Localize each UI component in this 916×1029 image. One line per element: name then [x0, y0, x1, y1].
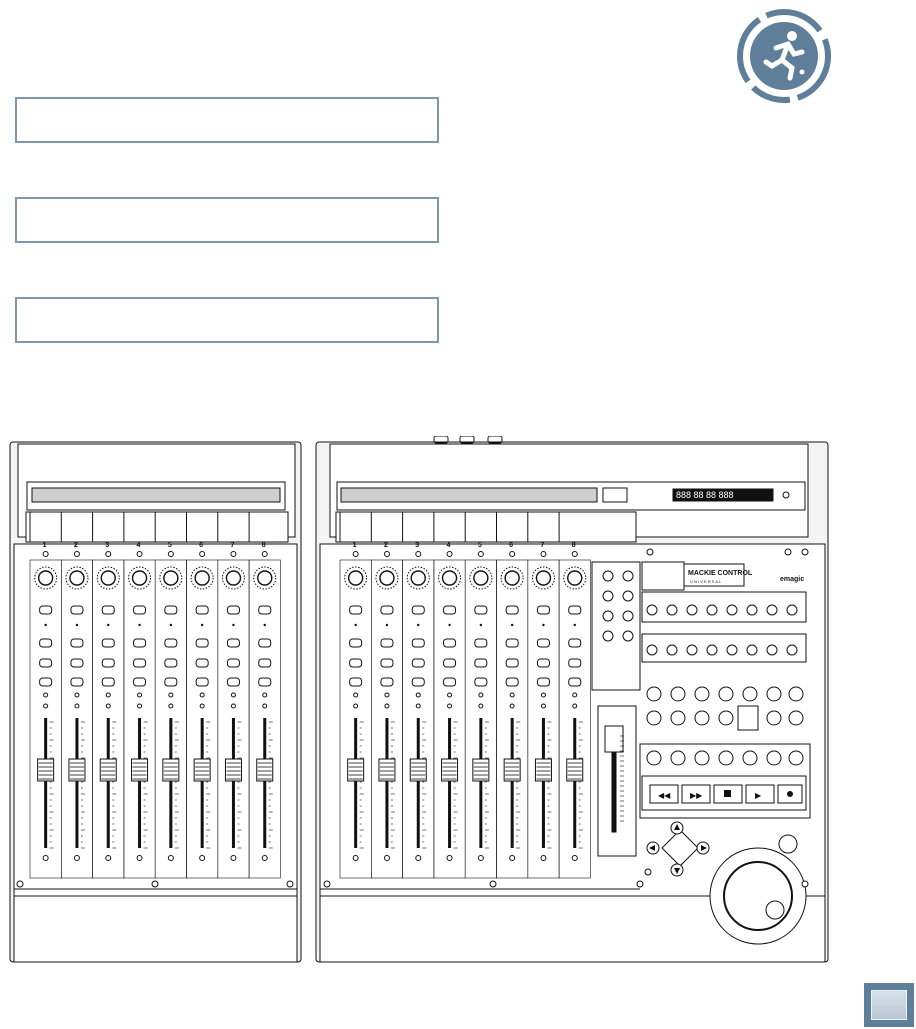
control-button[interactable] — [789, 711, 803, 725]
extender-strip-button[interactable] — [40, 639, 52, 647]
control-button[interactable] — [719, 687, 733, 701]
extender-strip-button[interactable] — [259, 659, 271, 667]
page-number-tab — [864, 983, 914, 1027]
extender-strip-button[interactable] — [259, 678, 271, 686]
global-button[interactable] — [767, 645, 777, 655]
controller-strip-button[interactable] — [381, 639, 393, 647]
control-button[interactable] — [647, 687, 661, 701]
controller-strip-button[interactable] — [350, 659, 362, 667]
running-man-logo-icon — [736, 8, 832, 104]
controller-strip-button[interactable] — [569, 606, 581, 614]
record-icon — [787, 791, 793, 797]
controller-strip-button[interactable] — [506, 639, 518, 647]
extender-strip-button[interactable] — [40, 678, 52, 686]
function-button[interactable] — [647, 605, 657, 615]
controller-strip-button[interactable] — [569, 678, 581, 686]
controller-strip-button[interactable] — [537, 678, 549, 686]
extender-channel-number: 4 — [136, 542, 141, 549]
page-number-label — [871, 990, 907, 1020]
controller-strip-button[interactable] — [412, 678, 424, 686]
assign-button[interactable] — [623, 611, 633, 621]
global-button[interactable] — [647, 645, 657, 655]
control-button[interactable] — [719, 711, 733, 725]
controller-strip-button[interactable] — [569, 659, 581, 667]
controller-strip-button[interactable] — [412, 606, 424, 614]
control-button[interactable] — [767, 751, 781, 765]
extender-strip-button[interactable] — [227, 639, 239, 647]
controller-fader-cap[interactable] — [410, 759, 426, 781]
controller-strip-button[interactable] — [569, 639, 581, 647]
screw-icon — [17, 881, 23, 887]
global-button[interactable] — [787, 645, 797, 655]
brand-label: MACKIE CONTROL — [688, 570, 753, 577]
global-button[interactable] — [687, 645, 697, 655]
controller-strip-button[interactable] — [475, 678, 487, 686]
screw-icon — [324, 881, 330, 887]
controller-fader-cap[interactable] — [348, 759, 364, 781]
control-button[interactable] — [671, 687, 685, 701]
extender-channel-number: 2 — [73, 542, 78, 549]
extender-fader-cap[interactable] — [163, 759, 179, 781]
control-button[interactable] — [743, 687, 757, 701]
timecode-display: 888 88 88 888 — [676, 490, 734, 500]
controller-channel-number: 3 — [415, 542, 420, 549]
extender-strip-button[interactable] — [102, 606, 114, 614]
control-button[interactable] — [647, 751, 661, 765]
control-button[interactable] — [671, 711, 685, 725]
extender-channel-number: 8 — [261, 542, 266, 549]
transport-buttons — [650, 785, 802, 803]
controller-fader-cap[interactable] — [535, 759, 551, 781]
assign-button[interactable] — [623, 631, 633, 641]
extender-fader-cap[interactable] — [225, 759, 241, 781]
function-button[interactable] — [687, 605, 697, 615]
extender-strip-button[interactable] — [134, 606, 146, 614]
controller-fader-cap[interactable] — [504, 759, 520, 781]
controller-strip-button[interactable] — [537, 659, 549, 667]
extender-strip-button[interactable] — [165, 639, 177, 647]
extender-fader-cap[interactable] — [257, 759, 273, 781]
extender-strip-button[interactable] — [227, 659, 239, 667]
controller-strip-button[interactable] — [444, 659, 456, 667]
assign-button[interactable] — [623, 591, 633, 601]
extender-strip-button[interactable] — [71, 678, 83, 686]
controller-strip-button[interactable] — [350, 606, 362, 614]
controller-strip-button[interactable] — [537, 639, 549, 647]
fast-forward-icon: ▶▶ — [690, 791, 703, 800]
extender-fader-cap[interactable] — [69, 759, 85, 781]
control-button[interactable] — [789, 751, 803, 765]
controller-channel-number: 5 — [477, 542, 482, 549]
extender-strip-button[interactable] — [134, 639, 146, 647]
control-button[interactable] — [671, 751, 685, 765]
controller-strip-button[interactable] — [350, 678, 362, 686]
screw-icon — [802, 881, 808, 887]
control-button[interactable] — [695, 751, 709, 765]
screw-icon — [785, 549, 791, 555]
extender-strip-button[interactable] — [134, 678, 146, 686]
controller-channel-number: 7 — [540, 542, 545, 549]
extender-strip-button[interactable] — [165, 678, 177, 686]
control-button[interactable] — [695, 687, 709, 701]
play-icon: ▶ — [755, 791, 762, 800]
controller-channel-number: 6 — [509, 542, 514, 549]
brand-sub-label: U N I V E R S A L — [690, 579, 722, 584]
extender-channel-number: 7 — [230, 542, 235, 549]
control-button[interactable] — [719, 751, 733, 765]
extender-strip-button[interactable] — [40, 606, 52, 614]
controller-strip-button[interactable] — [381, 659, 393, 667]
extender-channel-number: 6 — [199, 542, 204, 549]
extender-channel-number: 1 — [42, 542, 47, 549]
extender-fader-cap[interactable] — [194, 759, 210, 781]
global-button[interactable] — [727, 645, 737, 655]
screw-icon — [802, 549, 808, 555]
function-button[interactable] — [667, 605, 677, 615]
controller-strip-button[interactable] — [506, 606, 518, 614]
partner-label: emagic — [780, 576, 805, 583]
extender-strip-button[interactable] — [259, 606, 271, 614]
controller-strip-button[interactable] — [350, 639, 362, 647]
controller-fader-cap[interactable] — [567, 759, 583, 781]
control-button[interactable] — [647, 711, 661, 725]
controller-fader-cap[interactable] — [442, 759, 458, 781]
extender-strip-button[interactable] — [196, 678, 208, 686]
extender-strip-button[interactable] — [40, 659, 52, 667]
extender-strip-button[interactable] — [259, 639, 271, 647]
extender-strip-button[interactable] — [71, 606, 83, 614]
global-button[interactable] — [667, 645, 677, 655]
controller-strip-button[interactable] — [506, 678, 518, 686]
assign-button[interactable] — [623, 571, 633, 581]
extender-fader-cap[interactable] — [100, 759, 116, 781]
controller-channel-number: 8 — [571, 542, 576, 549]
controller-strip-button[interactable] — [537, 606, 549, 614]
extender-strip-button[interactable] — [71, 659, 83, 667]
controller-strip-button[interactable] — [506, 659, 518, 667]
mixing-console-illustration — [0, 436, 916, 966]
rewind-icon: ◀◀ — [658, 791, 671, 800]
screw-icon — [647, 549, 653, 555]
screw-icon — [152, 881, 158, 887]
extender-strip-button[interactable] — [227, 678, 239, 686]
control-button[interactable] — [789, 687, 803, 701]
text-box-1 — [15, 97, 439, 143]
assign-button[interactable] — [603, 571, 613, 581]
controller-channel-number: 2 — [383, 542, 388, 549]
extender-strip-button[interactable] — [102, 659, 114, 667]
control-button[interactable] — [767, 711, 781, 725]
function-button[interactable] — [707, 605, 717, 615]
controller-fader-cap[interactable] — [473, 759, 489, 781]
controller-strip-button[interactable] — [381, 606, 393, 614]
controller-strip-button[interactable] — [475, 639, 487, 647]
assign-button[interactable] — [603, 611, 613, 621]
controller-strip-button[interactable] — [412, 639, 424, 647]
function-button[interactable] — [767, 605, 777, 615]
extender-fader-cap[interactable] — [38, 759, 54, 781]
controller-strip-button[interactable] — [412, 659, 424, 667]
assign-button[interactable] — [603, 591, 613, 601]
screw-icon — [287, 881, 293, 887]
extender-fader-cap[interactable] — [132, 759, 148, 781]
function-button[interactable] — [747, 605, 757, 615]
extender-strip-button[interactable] — [71, 639, 83, 647]
controller-strip-button[interactable] — [475, 606, 487, 614]
controller-strip-button[interactable] — [475, 659, 487, 667]
global-button[interactable] — [747, 645, 757, 655]
controller-strip-button[interactable] — [381, 678, 393, 686]
function-button[interactable] — [787, 605, 797, 615]
extender-strip-button[interactable] — [165, 659, 177, 667]
control-button[interactable] — [695, 711, 709, 725]
control-button[interactable] — [767, 687, 781, 701]
extender-strip-button[interactable] — [196, 639, 208, 647]
control-button[interactable] — [743, 751, 757, 765]
extender-strip-button[interactable] — [196, 606, 208, 614]
screw-icon — [490, 881, 496, 887]
screw-icon — [637, 881, 643, 887]
controller-strip-button[interactable] — [444, 639, 456, 647]
assign-button[interactable] — [603, 631, 613, 641]
controller-strip-button[interactable] — [444, 678, 456, 686]
extender-channel-number: 3 — [105, 542, 110, 549]
extender-strip-button[interactable] — [102, 639, 114, 647]
scrub-button[interactable] — [738, 706, 758, 730]
extender-strip-button[interactable] — [196, 659, 208, 667]
controller-strip-button[interactable] — [444, 606, 456, 614]
text-box-3 — [15, 297, 439, 343]
global-button[interactable] — [707, 645, 717, 655]
extender-strip-button[interactable] — [102, 678, 114, 686]
function-button[interactable] — [727, 605, 737, 615]
extender-strip-button[interactable] — [227, 606, 239, 614]
stop-icon — [724, 790, 731, 797]
text-box-2 — [15, 197, 439, 243]
extender-strip-button[interactable] — [134, 659, 146, 667]
controller-channel-number: 1 — [352, 542, 357, 549]
controller-channel-number: 4 — [446, 542, 451, 549]
controller-fader-cap[interactable] — [379, 759, 395, 781]
extender-channel-number: 5 — [167, 542, 172, 549]
screw-icon — [645, 869, 651, 875]
extender-strip-button[interactable] — [165, 606, 177, 614]
